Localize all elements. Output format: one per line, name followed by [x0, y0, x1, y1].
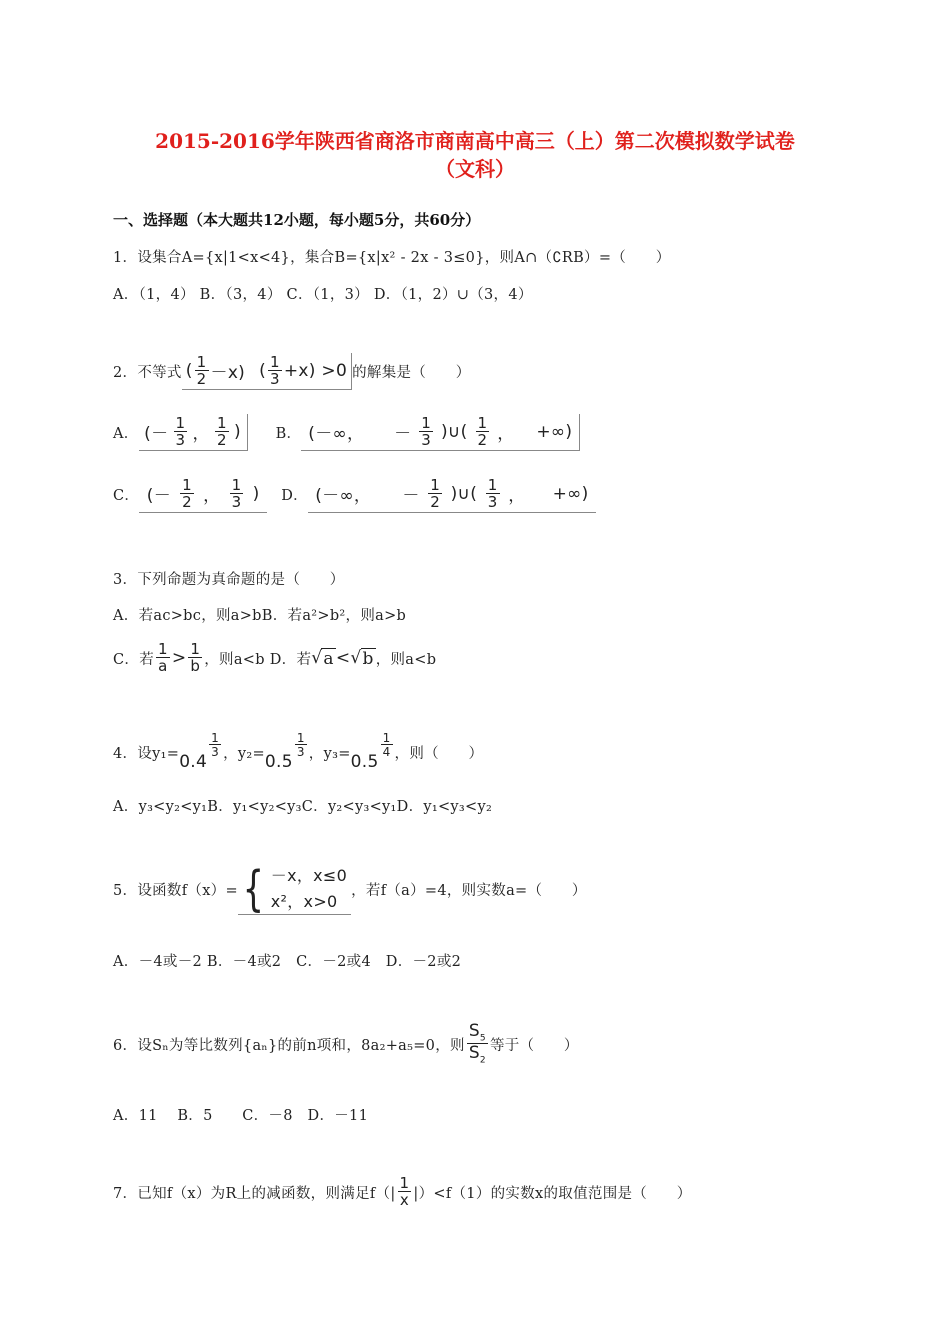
question-7-stem: [113, 1168, 692, 1216]
option-c-prefix: C．若: [113, 651, 154, 668]
question-5-prefix: 5．设函数f（x）=: [113, 882, 238, 899]
power-y1-formula: 0.4 $\frac{1}{3}$: [179, 731, 220, 772]
question-6-prefix: 6．设Sₙ为等比数列{aₙ}的前n项和，8a₂+a₅=0，则: [113, 1037, 465, 1054]
question-2-prefix: 2．不等式: [113, 364, 182, 381]
option-d-suffix: ，则a<b: [375, 651, 437, 668]
question-6-stem: [113, 1015, 579, 1073]
power-y3-formula: 0.5 $\frac{1}{4}$: [350, 731, 391, 772]
fraction-compare-formula: $\frac{1}{a}$ > $\frac{1}{b}$: [158, 640, 201, 675]
option-d-formula: (－∞， － $\frac{1}{2}$ )∪( $\frac{1}{3}$ ， +∞): [308, 476, 596, 513]
option-d-label: D．: [281, 487, 308, 504]
question-5-stem: [113, 858, 587, 920]
exam-title-line2: （文科）: [435, 157, 515, 181]
option-b-label: B．: [275, 425, 302, 442]
option-c-label: C．: [113, 487, 140, 504]
question-7-suffix: |）<f（1）的实数x的取值范围是（ ）: [413, 1185, 692, 1202]
sqrt-compare-formula: √ a <√ b: [311, 648, 374, 669]
piecewise-function-formula: { －x，x≤0 x²，x>0: [238, 863, 351, 915]
question-2-options-cd: [113, 470, 596, 518]
question-5-suffix: ，若f（a）=4，则实数a=（ ）: [351, 882, 587, 899]
option-c-suffix: ，则a<b D．若: [204, 651, 312, 668]
question-4-y3-label: ，y₃=: [308, 745, 351, 762]
question-1-stem: 1．设集合A={x|1<x<4}，集合B={x|x² - 2x - 3≤0}，则A∩（∁RB）=（ ）: [113, 250, 671, 266]
question-1-options: A．（1，4） B．（3，4） C．（1，3） D．（1，2）∪（3，4）: [113, 287, 533, 303]
question-3-stem: 3．下列命题为真命题的是（ ）: [113, 572, 345, 588]
question-3-options-ab: A．若ac>bc，则a>bB．若a²>b²，则a>b: [113, 608, 407, 624]
option-b-formula: (－∞， － $\frac{1}{3}$ )∪( $\frac{1}{2}$ ， +∞): [301, 414, 580, 451]
question-2-suffix: 的解集是（ ）: [352, 364, 471, 381]
question-6-options: A．11 B．5 C．－8 D．－11: [113, 1108, 369, 1124]
question-4-options: A．y₃<y₂<y₁B．y₁<y₂<y₃C．y₂<y₃<y₁D．y₁<y₃<y₂: [113, 799, 493, 815]
question-5-options: A．－4或－2 B．－4或2 C．－2或4 D．－2或2: [113, 954, 462, 970]
exam-title-line1: 2015-2016学年陕西省商洛市商南高中高三（上）第二次模拟数学试卷: [155, 129, 795, 153]
option-a-formula: (－ $\frac{1}{3}$ ， $\frac{1}{2}$ ): [139, 414, 248, 451]
s5-over-s2-formula: $\frac{S_5}{S_2}$: [468, 1020, 486, 1066]
section-heading: 一、选择题（本大题共12小题，每小题5分，共60分）: [113, 211, 481, 229]
option-c-formula: (－ $\frac{1}{2}$ ， $\frac{1}{3}$ ): [139, 476, 267, 513]
option-a-label: A．: [113, 425, 139, 442]
question-6-suffix: 等于（ ）: [489, 1037, 579, 1054]
question-2-options-ab: [113, 408, 580, 456]
question-4-prefix: 4．设y₁=: [113, 745, 180, 762]
question-7-prefix: 7．已知f（x）为R上的减函数，则满足f（|: [113, 1185, 396, 1202]
question-4-suffix: ，则（ ）: [394, 745, 484, 762]
question-4-y2-label: ，y₂=: [223, 745, 265, 762]
question-3-options-cd: [113, 636, 436, 680]
question-2-stem: [113, 346, 471, 396]
question-4-stem: [113, 728, 483, 776]
inequality-formula: ( $\frac{1}{2}$ －x) ( $\frac{1}{3}$ +x) >0: [182, 353, 352, 390]
power-y2-formula: 0.5 $\frac{1}{3}$: [264, 731, 305, 772]
one-over-x-formula: $\frac{1}{x}$: [399, 1174, 410, 1209]
